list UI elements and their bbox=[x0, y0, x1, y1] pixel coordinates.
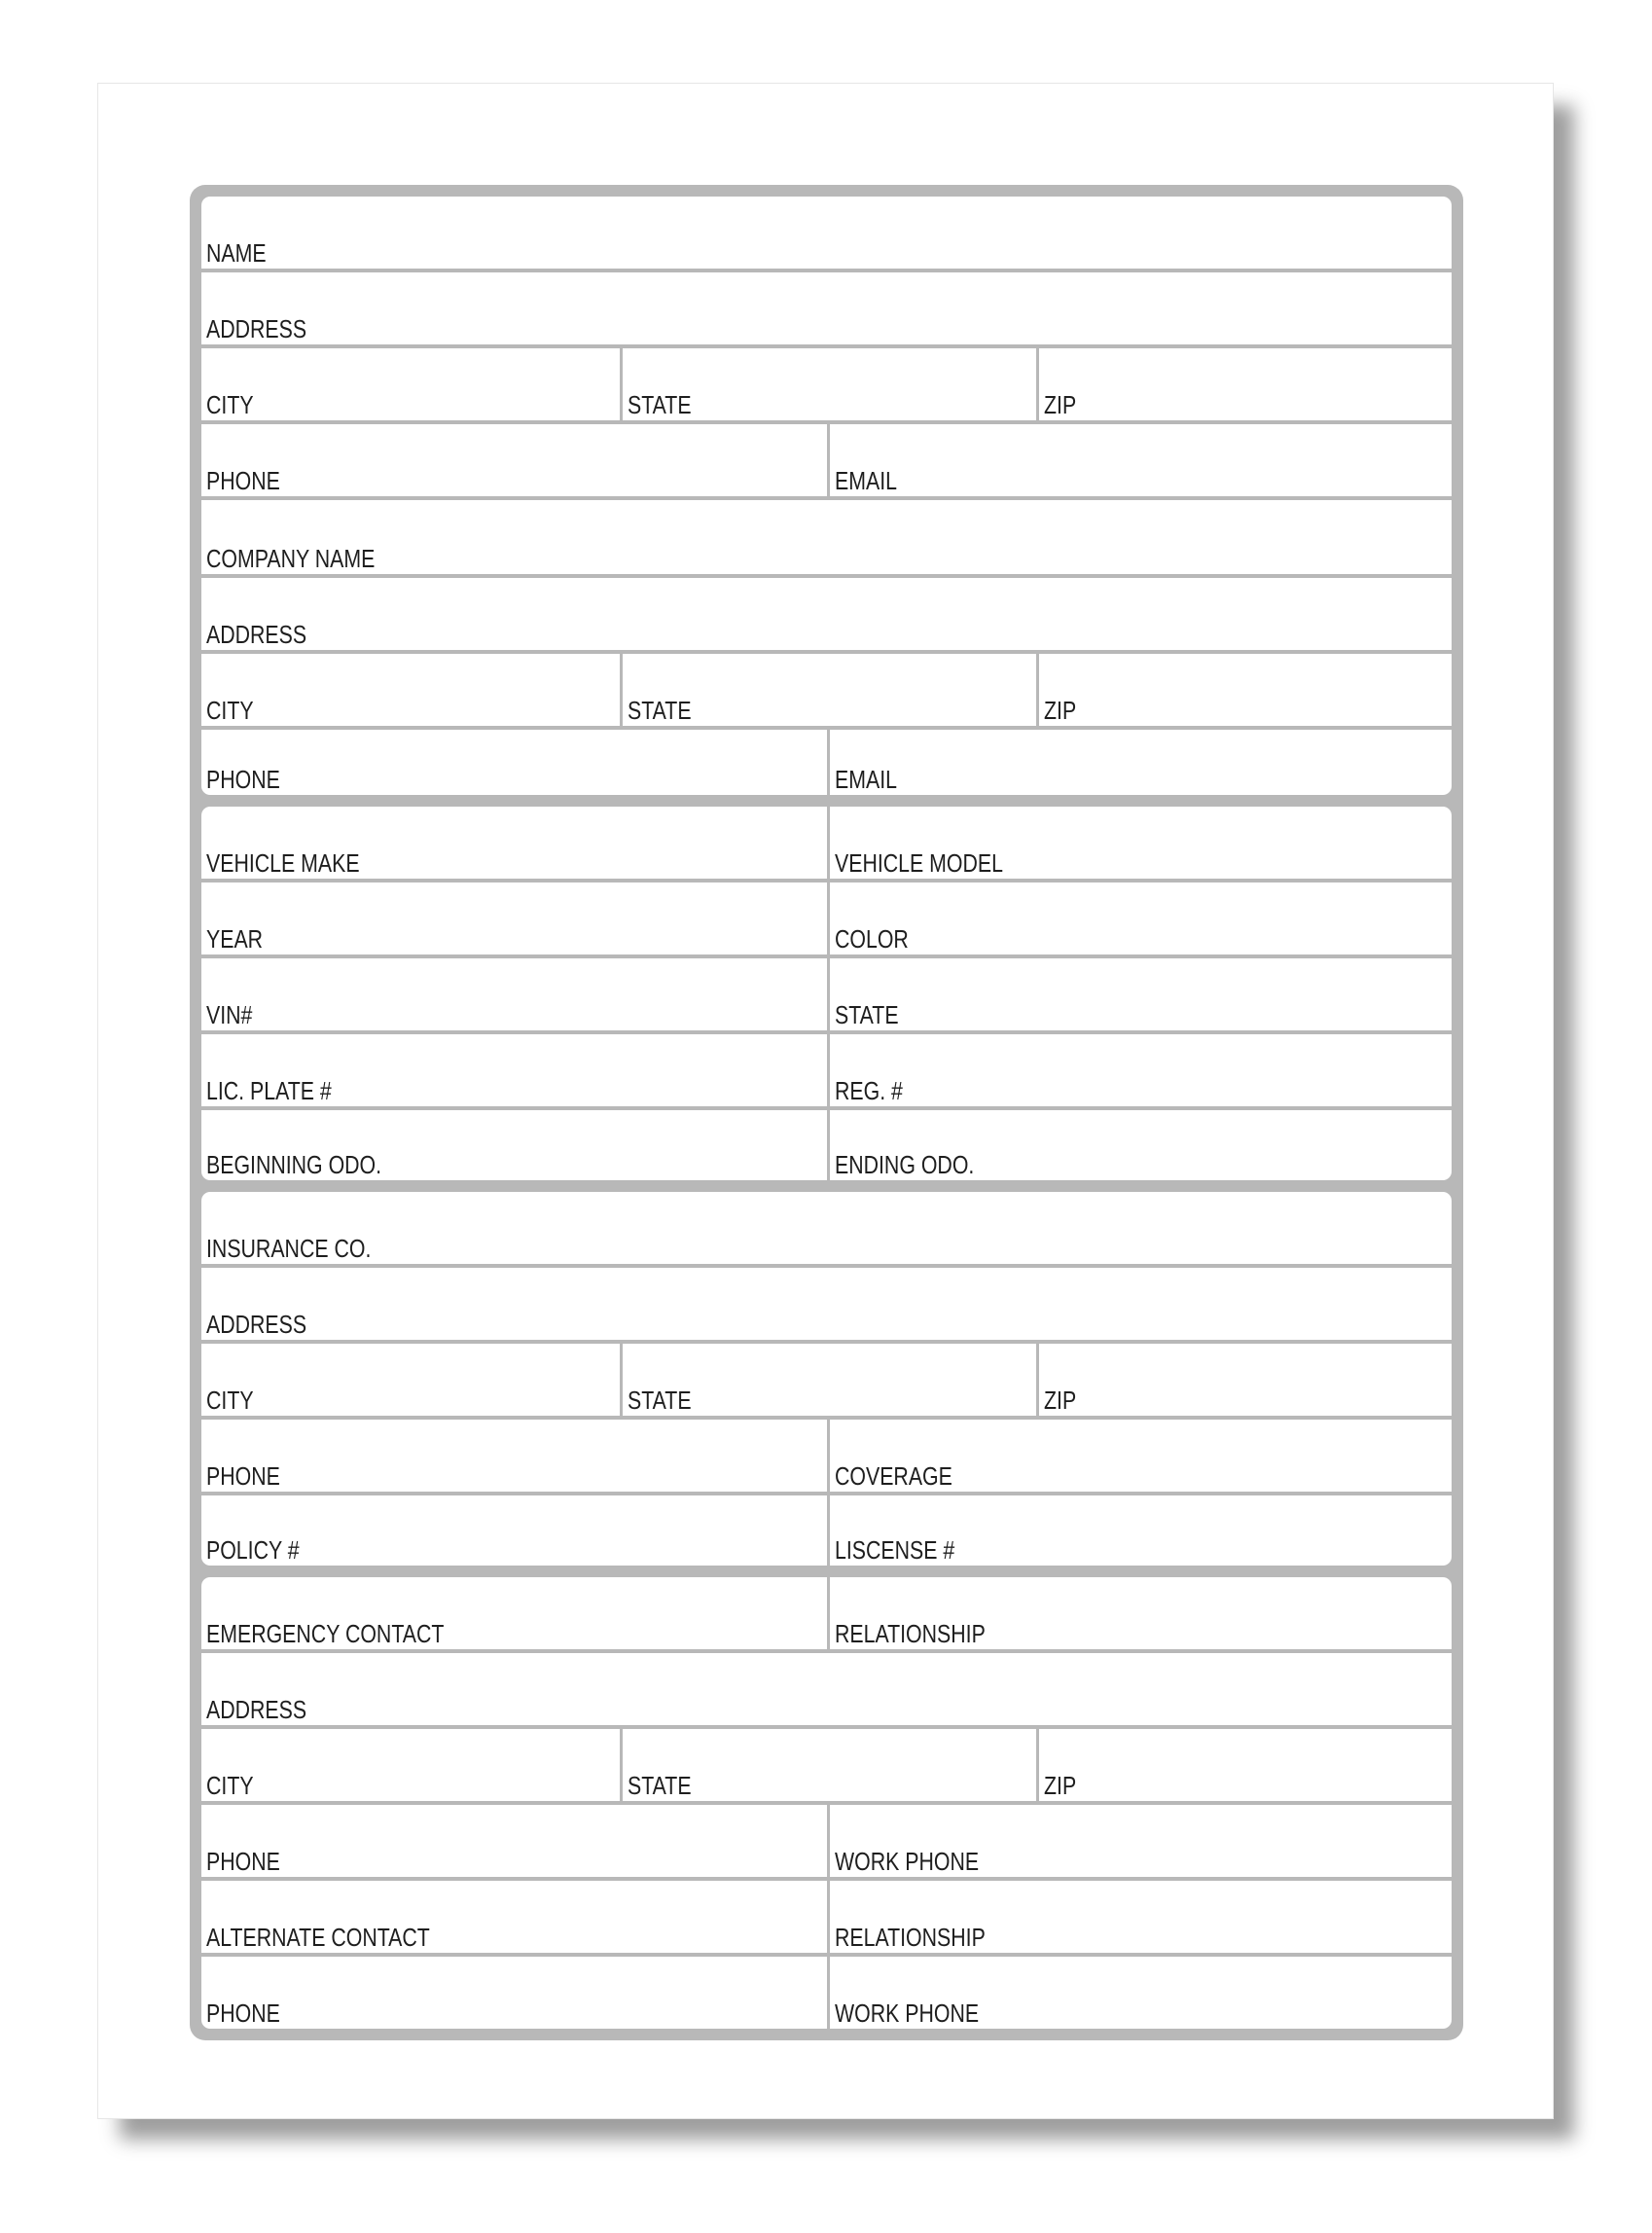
form-row bbox=[201, 1729, 1452, 1805]
emergency-address-field[interactable] bbox=[201, 1653, 1452, 1725]
field-label: STATE bbox=[835, 1000, 899, 1029]
company-phone-field[interactable] bbox=[201, 730, 827, 795]
lic-plate-field[interactable] bbox=[201, 1034, 827, 1106]
form-row bbox=[201, 348, 1452, 424]
field-label: ADDRESS bbox=[206, 1310, 307, 1339]
field-label: VEHICLE MAKE bbox=[206, 848, 360, 878]
beginning-odo-field[interactable] bbox=[201, 1110, 827, 1180]
field-label: STATE bbox=[628, 390, 692, 419]
insurance-state-field[interactable] bbox=[620, 1344, 1036, 1416]
form-row bbox=[201, 197, 1452, 272]
relationship-field[interactable] bbox=[827, 1577, 1452, 1649]
vin-field[interactable] bbox=[201, 958, 827, 1030]
field-label: CITY bbox=[206, 390, 254, 419]
field-label: VEHICLE MODEL bbox=[835, 848, 1003, 878]
form-row bbox=[201, 1420, 1452, 1495]
emergency-contact-field[interactable] bbox=[201, 1577, 827, 1649]
insurance-zip-field[interactable] bbox=[1036, 1344, 1452, 1416]
insurance-co-field[interactable] bbox=[201, 1192, 1452, 1264]
field-label: WORK PHONE bbox=[835, 1847, 980, 1876]
company-state-field[interactable] bbox=[620, 654, 1036, 726]
policy-field[interactable] bbox=[201, 1495, 827, 1566]
field-label: COMPANY NAME bbox=[206, 544, 376, 573]
field-label: BEGINNING ODO. bbox=[206, 1150, 382, 1179]
field-label: ADDRESS bbox=[206, 620, 307, 649]
field-label: EMAIL bbox=[835, 466, 897, 495]
form-row bbox=[201, 1577, 1452, 1653]
form-row bbox=[201, 272, 1452, 348]
field-label: EMERGENCY CONTACT bbox=[206, 1619, 445, 1648]
alternate-work-phone-field[interactable] bbox=[827, 1957, 1452, 2029]
field-label: RELATIONSHIP bbox=[835, 1923, 986, 1952]
vehicle-make-field[interactable] bbox=[201, 807, 827, 879]
form-page bbox=[98, 84, 1553, 2118]
field-label: ADDRESS bbox=[206, 1695, 307, 1724]
form-row bbox=[201, 1805, 1452, 1881]
company-email-field[interactable] bbox=[827, 730, 1452, 795]
field-label: CITY bbox=[206, 696, 254, 725]
company-address-field[interactable] bbox=[201, 578, 1452, 650]
field-label: ALTERNATE CONTACT bbox=[206, 1923, 430, 1952]
coverage-field[interactable] bbox=[827, 1420, 1452, 1492]
alternate-phone-field[interactable] bbox=[201, 1957, 827, 2029]
field-label: REG. # bbox=[835, 1076, 903, 1105]
company-city-field[interactable] bbox=[201, 654, 620, 726]
license-field[interactable] bbox=[827, 1495, 1452, 1566]
year-field[interactable] bbox=[201, 882, 827, 954]
zip-field[interactable] bbox=[1036, 348, 1452, 420]
phone-field[interactable] bbox=[201, 424, 827, 496]
emergency-work-phone-field[interactable] bbox=[827, 1805, 1452, 1877]
field-label: STATE bbox=[628, 1771, 692, 1800]
field-label: LISCENSE # bbox=[835, 1535, 955, 1565]
field-label: ADDRESS bbox=[206, 314, 307, 343]
vehicle-info-section bbox=[201, 807, 1452, 1180]
form-row bbox=[201, 1495, 1452, 1566]
color-field[interactable] bbox=[827, 882, 1452, 954]
form-row bbox=[201, 882, 1452, 958]
field-label: PHONE bbox=[206, 1461, 280, 1491]
field-label: COLOR bbox=[835, 924, 909, 954]
field-label: VIN# bbox=[206, 1000, 253, 1029]
emergency-zip-field[interactable] bbox=[1036, 1729, 1452, 1801]
form-row bbox=[201, 1192, 1452, 1268]
city-field[interactable] bbox=[201, 348, 620, 420]
emergency-phone-field[interactable] bbox=[201, 1805, 827, 1877]
field-label: ZIP bbox=[1044, 1771, 1077, 1800]
insurance-address-field[interactable] bbox=[201, 1268, 1452, 1340]
field-label: CITY bbox=[206, 1771, 254, 1800]
field-label: ZIP bbox=[1044, 1386, 1077, 1415]
form-row bbox=[201, 654, 1452, 730]
alternate-contact-field[interactable] bbox=[201, 1881, 827, 1953]
field-label: ZIP bbox=[1044, 390, 1077, 419]
form-row bbox=[201, 1268, 1452, 1344]
field-label: ENDING ODO. bbox=[835, 1150, 975, 1179]
form-row bbox=[201, 1034, 1452, 1110]
form-frame bbox=[190, 185, 1463, 2040]
field-label: EMAIL bbox=[835, 765, 897, 794]
field-label: YEAR bbox=[206, 924, 264, 954]
field-label: RELATIONSHIP bbox=[835, 1619, 986, 1648]
alternate-relationship-field[interactable] bbox=[827, 1881, 1452, 1953]
form-row bbox=[201, 1957, 1452, 2029]
address-field[interactable] bbox=[201, 272, 1452, 344]
emergency-state-field[interactable] bbox=[620, 1729, 1036, 1801]
company-name-field[interactable] bbox=[201, 500, 1452, 574]
insurance-phone-field[interactable] bbox=[201, 1420, 827, 1492]
field-label: WORK PHONE bbox=[835, 1999, 980, 2028]
form-row bbox=[201, 730, 1452, 795]
vehicle-model-field[interactable] bbox=[827, 807, 1452, 879]
form-row bbox=[201, 578, 1452, 654]
emergency-city-field[interactable] bbox=[201, 1729, 620, 1801]
reg-field[interactable] bbox=[827, 1034, 1452, 1106]
field-label: PHONE bbox=[206, 765, 280, 794]
state-field[interactable] bbox=[620, 348, 1036, 420]
field-label: STATE bbox=[628, 1386, 692, 1415]
form-row bbox=[201, 1881, 1452, 1957]
form-row bbox=[201, 1110, 1452, 1180]
personal-info-section bbox=[201, 197, 1452, 795]
field-label: PHONE bbox=[206, 1999, 280, 2028]
field-label: INSURANCE CO. bbox=[206, 1234, 372, 1263]
insurance-city-field[interactable] bbox=[201, 1344, 620, 1416]
ending-odo-field[interactable] bbox=[827, 1110, 1452, 1180]
field-label: STATE bbox=[628, 696, 692, 725]
email-field[interactable] bbox=[827, 424, 1452, 496]
form-row bbox=[201, 807, 1452, 882]
field-label: COVERAGE bbox=[835, 1461, 952, 1491]
form-row bbox=[201, 958, 1452, 1034]
form-row bbox=[201, 424, 1452, 500]
company-zip-field[interactable] bbox=[1036, 654, 1452, 726]
form-row bbox=[201, 500, 1452, 578]
vehicle-state-field[interactable] bbox=[827, 958, 1452, 1030]
name-field[interactable] bbox=[201, 197, 1452, 269]
form-row bbox=[201, 1344, 1452, 1420]
field-label: POLICY # bbox=[206, 1535, 300, 1565]
insurance-info-section bbox=[201, 1192, 1452, 1566]
field-label: LIC. PLATE # bbox=[206, 1076, 332, 1105]
field-label: PHONE bbox=[206, 466, 280, 495]
emergency-info-section bbox=[201, 1577, 1452, 2029]
field-label: PHONE bbox=[206, 1847, 280, 1876]
field-label: CITY bbox=[206, 1386, 254, 1415]
field-label: NAME bbox=[206, 238, 267, 268]
form-row bbox=[201, 1653, 1452, 1729]
field-label: ZIP bbox=[1044, 696, 1077, 725]
